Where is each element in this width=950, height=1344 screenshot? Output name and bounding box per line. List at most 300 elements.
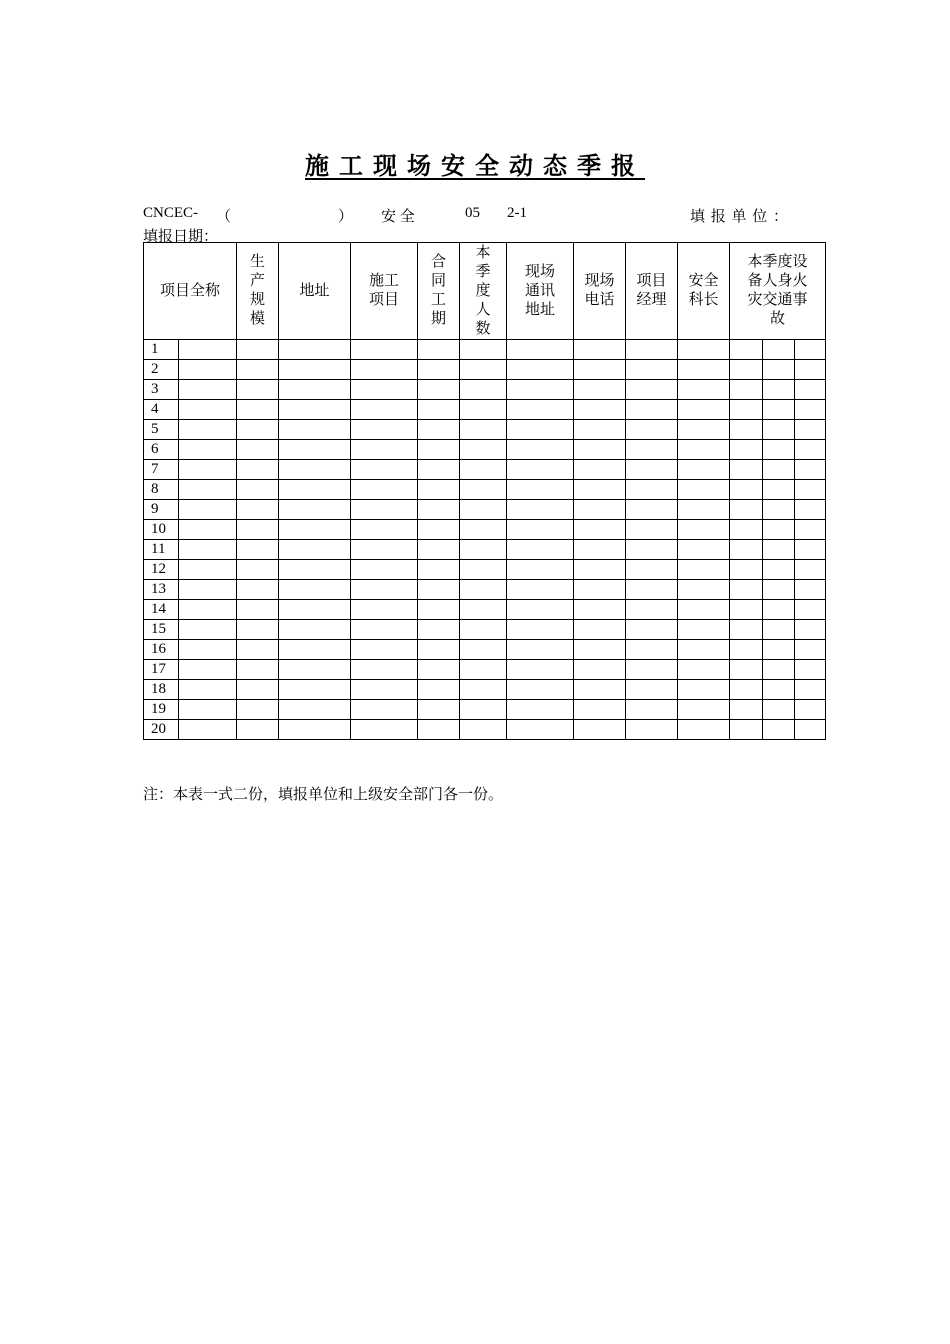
table-cell[interactable] <box>179 520 237 540</box>
table-row <box>144 420 826 440</box>
table-cell[interactable] <box>179 580 237 600</box>
page-title: 施工现场安全动态季报 <box>305 154 645 180</box>
table-cell[interactable] <box>626 420 678 440</box>
table-cell[interactable] <box>460 340 507 360</box>
table-cell[interactable] <box>279 700 351 720</box>
table-cell[interactable] <box>460 680 507 700</box>
table-cell[interactable] <box>678 440 730 460</box>
table-cell[interactable] <box>678 720 730 740</box>
table-cell[interactable] <box>279 340 351 360</box>
table-cell[interactable] <box>507 360 574 380</box>
table-cell[interactable] <box>507 340 574 360</box>
table-cell[interactable] <box>678 480 730 500</box>
table-cell[interactable] <box>351 540 418 560</box>
table-cell[interactable] <box>795 600 826 620</box>
table-cell[interactable] <box>763 460 795 480</box>
table-cell[interactable] <box>279 440 351 460</box>
table-cell[interactable] <box>237 440 279 460</box>
table-cell[interactable] <box>795 680 826 700</box>
table-cell[interactable] <box>351 700 418 720</box>
table-cell[interactable] <box>730 580 763 600</box>
table-cell[interactable] <box>795 540 826 560</box>
table-cell[interactable] <box>237 600 279 620</box>
row-number: 2 <box>144 360 179 380</box>
table-cell[interactable] <box>763 680 795 700</box>
table-cell[interactable] <box>351 500 418 520</box>
table-cell[interactable] <box>730 540 763 560</box>
table-cell[interactable] <box>351 620 418 640</box>
footnote: 注：本表一式二份，填报单位和上级安全部门各一份。 <box>143 787 504 803</box>
row-number: 14 <box>144 600 179 620</box>
table-row <box>144 620 826 640</box>
table-cell[interactable] <box>237 720 279 740</box>
table-cell[interactable] <box>678 700 730 720</box>
table-cell[interactable] <box>237 680 279 700</box>
form-sub-number: 2-1 <box>507 205 527 221</box>
table-cell[interactable] <box>179 360 237 380</box>
table-cell[interactable] <box>418 600 460 620</box>
table-cell[interactable] <box>237 360 279 380</box>
table-cell[interactable] <box>795 360 826 380</box>
table-cell[interactable] <box>179 340 237 360</box>
table-cell[interactable] <box>678 420 730 440</box>
table-cell[interactable] <box>795 620 826 640</box>
table-cell[interactable] <box>418 340 460 360</box>
table-cell[interactable] <box>279 480 351 500</box>
table-cell[interactable] <box>179 640 237 660</box>
table-cell[interactable] <box>763 560 795 580</box>
row-number: 19 <box>144 700 179 720</box>
table-cell[interactable] <box>179 680 237 700</box>
table-cell[interactable] <box>574 460 626 480</box>
reporting-unit-label: 填 报 单 位 ： <box>690 209 790 225</box>
table-cell[interactable] <box>237 580 279 600</box>
table-cell[interactable] <box>574 420 626 440</box>
table-cell[interactable] <box>351 340 418 360</box>
table-cell[interactable] <box>507 480 574 500</box>
table-cell[interactable] <box>678 660 730 680</box>
table-cell[interactable] <box>678 600 730 620</box>
table-cell[interactable] <box>237 420 279 440</box>
row-number: 10 <box>144 520 179 540</box>
table-cell[interactable] <box>279 380 351 400</box>
table-cell[interactable] <box>460 620 507 640</box>
table-cell[interactable] <box>730 500 763 520</box>
table-cell[interactable] <box>795 340 826 360</box>
table-cell[interactable] <box>179 560 237 580</box>
table-cell[interactable] <box>179 540 237 560</box>
table-cell[interactable] <box>763 420 795 440</box>
table-cell[interactable] <box>626 520 678 540</box>
table-cell[interactable] <box>460 600 507 620</box>
table-cell[interactable] <box>460 420 507 440</box>
col-quarter-accidents: 本季度设备人身火灾交通事故 <box>730 243 826 340</box>
table-cell[interactable] <box>730 560 763 580</box>
table-cell[interactable] <box>460 440 507 460</box>
table-cell[interactable] <box>574 440 626 460</box>
table-cell[interactable] <box>795 400 826 420</box>
table-cell[interactable] <box>678 500 730 520</box>
table-cell[interactable] <box>795 520 826 540</box>
table-cell[interactable] <box>279 680 351 700</box>
table-cell[interactable] <box>237 540 279 560</box>
table-cell[interactable] <box>574 520 626 540</box>
table-cell[interactable] <box>574 500 626 520</box>
col-safety-chief: 安全科长 <box>678 243 730 340</box>
col-site-phone: 现场电话 <box>574 243 626 340</box>
table-cell[interactable] <box>507 660 574 680</box>
table-cell[interactable] <box>730 600 763 620</box>
table-cell[interactable] <box>507 580 574 600</box>
table-cell[interactable] <box>418 560 460 580</box>
table-cell[interactable] <box>418 520 460 540</box>
table-cell[interactable] <box>795 500 826 520</box>
table-cell[interactable] <box>237 640 279 660</box>
table-cell[interactable] <box>351 720 418 740</box>
table-cell[interactable] <box>730 460 763 480</box>
table-cell[interactable] <box>460 720 507 740</box>
table-cell[interactable] <box>730 700 763 720</box>
table-cell[interactable] <box>460 640 507 660</box>
table-cell[interactable] <box>763 580 795 600</box>
table-cell[interactable] <box>507 720 574 740</box>
table-row <box>144 380 826 400</box>
table-cell[interactable] <box>574 580 626 600</box>
table-cell[interactable] <box>507 460 574 480</box>
table-cell[interactable] <box>574 380 626 400</box>
table-cell[interactable] <box>730 440 763 460</box>
table-cell[interactable] <box>507 520 574 540</box>
table-cell[interactable] <box>418 680 460 700</box>
code-paren-open: （ <box>216 209 232 225</box>
table-cell[interactable] <box>795 640 826 660</box>
table-cell[interactable] <box>678 520 730 540</box>
table-cell[interactable] <box>730 480 763 500</box>
table-cell[interactable] <box>507 380 574 400</box>
form-category: 安 全 <box>381 209 415 225</box>
table-cell[interactable] <box>460 460 507 480</box>
col-project-name: 项目全称 <box>144 243 237 340</box>
table-cell[interactable] <box>763 500 795 520</box>
table-cell[interactable] <box>795 560 826 580</box>
table-cell[interactable] <box>730 680 763 700</box>
table-cell[interactable] <box>730 640 763 660</box>
table-cell[interactable] <box>795 460 826 480</box>
table-cell[interactable] <box>730 380 763 400</box>
table-cell[interactable] <box>237 520 279 540</box>
table-cell[interactable] <box>763 520 795 540</box>
table-cell[interactable] <box>460 480 507 500</box>
table-cell[interactable] <box>179 600 237 620</box>
table-cell[interactable] <box>279 720 351 740</box>
table-cell[interactable] <box>763 600 795 620</box>
table-cell[interactable] <box>179 500 237 520</box>
table-cell[interactable] <box>351 400 418 420</box>
row-number: 7 <box>144 460 179 480</box>
table-cell[interactable] <box>730 420 763 440</box>
table-cell[interactable] <box>418 360 460 380</box>
table-cell[interactable] <box>179 720 237 740</box>
table-cell[interactable] <box>460 560 507 580</box>
table-cell[interactable] <box>418 700 460 720</box>
col-production-scale: 生产规模 <box>237 243 279 340</box>
table-cell[interactable] <box>574 400 626 420</box>
table-cell[interactable] <box>763 440 795 460</box>
table-cell[interactable] <box>678 620 730 640</box>
table-cell[interactable] <box>730 660 763 680</box>
table-cell[interactable] <box>418 660 460 680</box>
table-cell[interactable] <box>574 700 626 720</box>
table-cell[interactable] <box>763 700 795 720</box>
table-cell[interactable] <box>237 340 279 360</box>
table-cell[interactable] <box>574 340 626 360</box>
table-cell[interactable] <box>574 620 626 640</box>
table-cell[interactable] <box>418 400 460 420</box>
table-cell[interactable] <box>418 380 460 400</box>
table-row <box>144 460 826 480</box>
table-cell[interactable] <box>626 400 678 420</box>
table-cell[interactable] <box>460 580 507 600</box>
table-cell[interactable] <box>179 620 237 640</box>
table-cell[interactable] <box>678 360 730 380</box>
col-address: 地址 <box>279 243 351 340</box>
table-cell[interactable] <box>795 720 826 740</box>
row-number: 12 <box>144 560 179 580</box>
table-cell[interactable] <box>279 540 351 560</box>
table-cell[interactable] <box>574 600 626 620</box>
table-cell[interactable] <box>730 720 763 740</box>
table-cell[interactable] <box>237 660 279 680</box>
table-cell[interactable] <box>678 560 730 580</box>
table-cell[interactable] <box>795 660 826 680</box>
table-cell[interactable] <box>678 460 730 480</box>
table-cell[interactable] <box>795 380 826 400</box>
table-cell[interactable] <box>460 700 507 720</box>
table-cell[interactable] <box>626 340 678 360</box>
table-cell[interactable] <box>626 500 678 520</box>
table-cell[interactable] <box>279 420 351 440</box>
table-row <box>144 480 826 500</box>
table-cell[interactable] <box>237 480 279 500</box>
table-cell[interactable] <box>626 440 678 460</box>
table-cell[interactable] <box>763 540 795 560</box>
table-cell[interactable] <box>626 660 678 680</box>
table-cell[interactable] <box>626 720 678 740</box>
table-cell[interactable] <box>460 540 507 560</box>
table-cell[interactable] <box>626 680 678 700</box>
table-cell[interactable] <box>678 580 730 600</box>
table-cell[interactable] <box>179 480 237 500</box>
table-cell[interactable] <box>351 580 418 600</box>
table-cell[interactable] <box>279 620 351 640</box>
table-cell[interactable] <box>418 460 460 480</box>
row-number: 11 <box>144 540 179 560</box>
table-cell[interactable] <box>351 680 418 700</box>
table-cell[interactable] <box>351 440 418 460</box>
table-cell[interactable] <box>237 500 279 520</box>
table-cell[interactable] <box>763 620 795 640</box>
table-cell[interactable] <box>574 660 626 680</box>
table-cell[interactable] <box>279 600 351 620</box>
table-cell[interactable] <box>418 440 460 460</box>
table-cell[interactable] <box>730 340 763 360</box>
table-cell[interactable] <box>179 660 237 680</box>
table-cell[interactable] <box>626 600 678 620</box>
table-cell[interactable] <box>626 460 678 480</box>
table-cell[interactable] <box>418 420 460 440</box>
table-cell[interactable] <box>279 640 351 660</box>
table-cell[interactable] <box>795 420 826 440</box>
row-number: 18 <box>144 680 179 700</box>
table-cell[interactable] <box>179 700 237 720</box>
row-number: 15 <box>144 620 179 640</box>
table-cell[interactable] <box>730 400 763 420</box>
table-cell[interactable] <box>279 660 351 680</box>
table-cell[interactable] <box>678 680 730 700</box>
table-cell[interactable] <box>351 640 418 660</box>
table-cell[interactable] <box>418 580 460 600</box>
table-cell[interactable] <box>574 560 626 580</box>
table-cell[interactable] <box>626 360 678 380</box>
table-cell[interactable] <box>179 440 237 460</box>
table-cell[interactable] <box>678 380 730 400</box>
table-row <box>144 540 826 560</box>
table-cell[interactable] <box>678 340 730 360</box>
table-cell[interactable] <box>351 460 418 480</box>
table-cell[interactable] <box>626 540 678 560</box>
table-cell[interactable] <box>460 500 507 520</box>
table-cell[interactable] <box>351 660 418 680</box>
table-row <box>144 640 826 660</box>
table-cell[interactable] <box>418 640 460 660</box>
table-cell[interactable] <box>763 480 795 500</box>
table-cell[interactable] <box>626 480 678 500</box>
table-cell[interactable] <box>351 560 418 580</box>
table-cell[interactable] <box>507 600 574 620</box>
table-cell[interactable] <box>730 620 763 640</box>
table-cell[interactable] <box>351 480 418 500</box>
table-cell[interactable] <box>763 340 795 360</box>
table-cell[interactable] <box>237 460 279 480</box>
table-cell[interactable] <box>626 380 678 400</box>
table-row <box>144 340 826 360</box>
table-cell[interactable] <box>795 580 826 600</box>
table-cell[interactable] <box>574 360 626 380</box>
table-cell[interactable] <box>574 540 626 560</box>
table-cell[interactable] <box>507 440 574 460</box>
table-cell[interactable] <box>279 460 351 480</box>
table-cell[interactable] <box>237 380 279 400</box>
row-number: 13 <box>144 580 179 600</box>
table-cell[interactable] <box>507 640 574 660</box>
table-cell[interactable] <box>730 520 763 540</box>
table-cell[interactable] <box>507 620 574 640</box>
table-cell[interactable] <box>574 480 626 500</box>
table-cell[interactable] <box>507 500 574 520</box>
table-cell[interactable] <box>351 380 418 400</box>
table-cell[interactable] <box>507 560 574 580</box>
table-cell[interactable] <box>678 540 730 560</box>
table-cell[interactable] <box>460 400 507 420</box>
table-cell[interactable] <box>418 480 460 500</box>
table-cell[interactable] <box>507 680 574 700</box>
table-cell[interactable] <box>279 520 351 540</box>
table-cell[interactable] <box>237 620 279 640</box>
table-cell[interactable] <box>763 360 795 380</box>
table-cell[interactable] <box>418 720 460 740</box>
report-table <box>143 242 826 740</box>
table-cell[interactable] <box>418 620 460 640</box>
table-cell[interactable] <box>237 700 279 720</box>
table-cell[interactable] <box>626 580 678 600</box>
row-number: 6 <box>144 440 179 460</box>
table-cell[interactable] <box>574 720 626 740</box>
table-cell[interactable] <box>351 420 418 440</box>
table-cell[interactable] <box>763 640 795 660</box>
table-cell[interactable] <box>507 420 574 440</box>
table-row <box>144 580 826 600</box>
table-cell[interactable] <box>279 400 351 420</box>
table-cell[interactable] <box>418 540 460 560</box>
table-cell[interactable] <box>179 460 237 480</box>
table-cell[interactable] <box>574 680 626 700</box>
table-cell[interactable] <box>678 400 730 420</box>
table-cell[interactable] <box>351 360 418 380</box>
table-row <box>144 500 826 520</box>
table-cell[interactable] <box>730 360 763 380</box>
table-cell[interactable] <box>351 520 418 540</box>
code-paren-close: ） <box>338 209 354 225</box>
table-cell[interactable] <box>279 500 351 520</box>
table-cell[interactable] <box>179 420 237 440</box>
table-cell[interactable] <box>279 560 351 580</box>
table-cell[interactable] <box>626 700 678 720</box>
table-row <box>144 520 826 540</box>
row-number: 1 <box>144 340 179 360</box>
table-cell[interactable] <box>351 600 418 620</box>
table-cell[interactable] <box>460 380 507 400</box>
table-cell[interactable] <box>795 440 826 460</box>
table-cell[interactable] <box>574 640 626 660</box>
table-cell[interactable] <box>460 660 507 680</box>
table-cell[interactable] <box>460 520 507 540</box>
table-cell[interactable] <box>795 700 826 720</box>
table-cell[interactable] <box>237 400 279 420</box>
table-cell[interactable] <box>507 700 574 720</box>
table-cell[interactable] <box>279 580 351 600</box>
table-cell[interactable] <box>626 620 678 640</box>
table-cell[interactable] <box>507 540 574 560</box>
table-cell[interactable] <box>763 660 795 680</box>
table-cell[interactable] <box>418 500 460 520</box>
table-cell[interactable] <box>626 640 678 660</box>
table-cell[interactable] <box>237 560 279 580</box>
table-cell[interactable] <box>179 380 237 400</box>
table-cell[interactable] <box>179 400 237 420</box>
table-cell[interactable] <box>460 360 507 380</box>
table-cell[interactable] <box>763 720 795 740</box>
table-cell[interactable] <box>795 480 826 500</box>
table-cell[interactable] <box>763 380 795 400</box>
table-cell[interactable] <box>507 400 574 420</box>
table-cell[interactable] <box>678 640 730 660</box>
col-construction-item: 施工项目 <box>351 243 418 340</box>
table-cell[interactable] <box>279 360 351 380</box>
table-cell[interactable] <box>626 560 678 580</box>
row-number: 5 <box>144 420 179 440</box>
table-cell[interactable] <box>763 400 795 420</box>
table-row <box>144 560 826 580</box>
